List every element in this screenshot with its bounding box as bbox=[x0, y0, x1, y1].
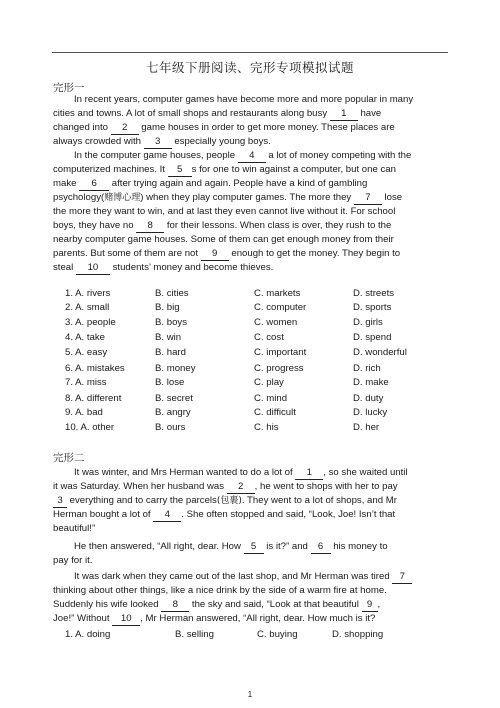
text-segment: it was Saturday. When her husband was bbox=[53, 481, 227, 492]
option-d: D. rich bbox=[353, 363, 381, 374]
text-segment: ” bbox=[71, 613, 75, 624]
text-segment: money and become thieves. bbox=[150, 262, 274, 273]
text-segment: thinking about other things, like a nice drink by the side of a warm fire at home. bbox=[53, 585, 387, 596]
option-a: 6. A. mistakes bbox=[65, 363, 125, 374]
text-segment: “All right, dear. How bbox=[157, 541, 244, 552]
text-segment: , Mr Herman answered, bbox=[140, 613, 244, 624]
text-segment: , bbox=[377, 599, 381, 610]
text-segment: “Look at that beautiful bbox=[266, 599, 362, 610]
option-b: B. secret bbox=[155, 393, 193, 404]
header-rule bbox=[52, 52, 448, 53]
option-b: B. ours bbox=[155, 422, 186, 433]
text-segment: everything and to carry the parcels bbox=[67, 495, 217, 506]
answer-blank: 6 bbox=[311, 541, 331, 554]
answer-blank: 5 bbox=[244, 541, 264, 554]
text-segment: enough to get the money. They begin to bbox=[228, 248, 401, 259]
option-d: D. streets bbox=[353, 288, 395, 299]
option-b: B. angry bbox=[155, 407, 191, 418]
text-segment: the more they want to win, and at last they even cannot live without it. For school bbox=[53, 206, 396, 217]
text-segment: 赌博心理 bbox=[104, 193, 141, 203]
text-segment: his money to bbox=[330, 541, 388, 552]
answer-blank: 10 bbox=[112, 613, 140, 626]
text-segment: students bbox=[109, 262, 149, 273]
option-a: 1. A. doing bbox=[65, 629, 111, 640]
option-a: 4. A. take bbox=[65, 332, 106, 343]
passage-line bbox=[74, 466, 494, 480]
text-segment: (包裹) bbox=[216, 496, 242, 506]
option-d: D. wonderful bbox=[353, 347, 407, 358]
text-segment: pay for it. bbox=[53, 555, 93, 566]
passage-line bbox=[53, 480, 473, 494]
text-segment: Without bbox=[74, 613, 113, 624]
option-d: D. spend bbox=[353, 332, 392, 343]
passage-line bbox=[53, 554, 473, 568]
option-d: D. her bbox=[353, 422, 380, 433]
option-c: C. cost bbox=[254, 332, 284, 343]
answer-blank: 3 bbox=[144, 136, 172, 149]
text-segment: is it? bbox=[263, 541, 286, 552]
text-segment: always crowded with bbox=[53, 136, 144, 147]
passage-line bbox=[53, 219, 473, 233]
option-c: C. buying bbox=[257, 629, 298, 640]
passage-line bbox=[74, 149, 494, 163]
option-a: 7. A. miss bbox=[65, 377, 107, 388]
option-c: C. mind bbox=[254, 393, 288, 404]
option-a: 9. A. bad bbox=[65, 407, 103, 418]
passage-line bbox=[53, 612, 473, 626]
text-segment: ” bbox=[91, 523, 96, 534]
answer-blank: 2 bbox=[111, 122, 139, 135]
page-number: 1 bbox=[247, 690, 253, 699]
option-a: 2. A. small bbox=[65, 302, 110, 313]
text-segment: changed into bbox=[53, 122, 111, 133]
text-segment: especially young boys. bbox=[171, 136, 271, 147]
option-c: C. his bbox=[254, 422, 279, 433]
text-segment: s for one to win against a computer, but one can bbox=[191, 164, 396, 175]
text-segment: the sky and said, bbox=[189, 599, 267, 610]
text-segment: beautiful! bbox=[53, 523, 92, 534]
text-segment: ’ bbox=[148, 262, 151, 273]
text-segment: have bbox=[357, 108, 382, 119]
option-c: C. women bbox=[254, 317, 298, 328]
text-segment: for their lessons. When class is over, they rush to the bbox=[164, 220, 392, 231]
option-b: B. selling bbox=[175, 629, 214, 640]
answer-blank: 9 bbox=[362, 599, 378, 612]
text-segment: psychology( bbox=[53, 192, 105, 203]
option-b: B. hard bbox=[155, 347, 186, 358]
passage-line bbox=[53, 121, 473, 135]
text-segment: lose bbox=[381, 192, 403, 203]
answer-blank: 10 bbox=[76, 262, 110, 275]
option-a: 3. A. people bbox=[65, 317, 116, 328]
page-title: 七年级下册阅读、完形专项模拟试题 bbox=[145, 60, 354, 75]
text-segment: computerized machines. It bbox=[53, 164, 168, 175]
option-d: D. duty bbox=[353, 393, 384, 404]
passage-line bbox=[53, 261, 473, 275]
text-segment: Joe! bbox=[53, 613, 72, 624]
text-segment: ’t that bbox=[371, 509, 396, 520]
section-heading-2: 完形二 bbox=[53, 452, 85, 464]
answer-blank: 8 bbox=[161, 599, 189, 612]
option-b: B. big bbox=[155, 302, 180, 313]
text-segment: In the computer game houses, people bbox=[74, 150, 238, 161]
text-segment: after trying again and again. People have a kind of gambling bbox=[109, 178, 368, 189]
passage-line bbox=[53, 247, 473, 261]
passage-line bbox=[53, 598, 473, 612]
text-segment: and bbox=[289, 541, 311, 552]
answer-blank: 8 bbox=[136, 220, 164, 233]
text-segment: parents. But some of them are not bbox=[53, 248, 201, 259]
answer-blank: 3 bbox=[53, 495, 67, 508]
passage-line bbox=[53, 508, 473, 522]
text-segment: Suddenly his wife looked bbox=[53, 599, 162, 610]
passage-line bbox=[53, 494, 473, 508]
text-segment: cities and towns. A lot of small shops and restaurants along busy bbox=[53, 108, 330, 119]
passage-line bbox=[74, 570, 494, 584]
answer-blank: 4 bbox=[238, 150, 266, 163]
passage-line bbox=[53, 107, 473, 121]
passage-line bbox=[53, 205, 473, 219]
option-c: C. computer bbox=[254, 302, 307, 313]
text-segment: a lot of money competing with the bbox=[265, 150, 412, 161]
text-segment: It was winter, and Mrs Herman wanted to do a lot of bbox=[74, 467, 296, 478]
option-b: B. win bbox=[155, 332, 182, 343]
answer-blank: 9 bbox=[201, 248, 229, 261]
option-d: D. lucky bbox=[353, 407, 388, 418]
passage-line bbox=[53, 163, 473, 177]
text-segment: ” bbox=[286, 541, 290, 552]
text-segment: steal bbox=[53, 262, 76, 273]
text-segment: , so she waited until bbox=[323, 467, 408, 478]
option-c: C. progress bbox=[254, 363, 304, 374]
option-b: B. money bbox=[155, 363, 196, 374]
option-c: C. markets bbox=[254, 288, 301, 299]
option-c: C. important bbox=[254, 347, 307, 358]
passage-line bbox=[53, 233, 473, 247]
answer-blank: 7 bbox=[354, 192, 382, 205]
option-a: 5. A. easy bbox=[65, 347, 108, 358]
option-a: 10. A. other bbox=[65, 422, 115, 433]
option-d: D. make bbox=[353, 377, 389, 388]
passage-line bbox=[53, 135, 473, 149]
answer-blank: 1 bbox=[330, 108, 358, 121]
text-segment: He then answered, bbox=[74, 541, 158, 552]
option-d: D. sports bbox=[353, 302, 392, 313]
answer-blank: 1 bbox=[295, 467, 323, 480]
passage-line bbox=[53, 584, 473, 598]
text-segment: . She often stopped and said, bbox=[181, 509, 309, 520]
option-b: B. lose bbox=[155, 377, 185, 388]
option-b: B. boys bbox=[155, 317, 187, 328]
option-c: C. difficult bbox=[254, 407, 296, 418]
answer-blank: 2 bbox=[227, 481, 255, 494]
answer-blank: 7 bbox=[392, 571, 412, 584]
text-segment: game houses in order to get more money. These places are bbox=[138, 122, 395, 133]
option-a: 8. A. different bbox=[65, 393, 122, 404]
passage-line bbox=[74, 540, 494, 554]
answer-blank: 4 bbox=[153, 509, 181, 522]
text-segment: “All right, dear. How much is it? bbox=[243, 613, 376, 624]
passage-line bbox=[53, 522, 473, 536]
text-segment: , he went to shops with her to pay bbox=[254, 481, 398, 492]
text-segment: “Look, Joe! Isn bbox=[308, 509, 372, 520]
text-segment: make bbox=[53, 178, 80, 189]
text-segment: In recent years, computer games have become more and more popular in many bbox=[74, 94, 414, 105]
option-d: D. shopping bbox=[332, 629, 384, 640]
option-b: B. cities bbox=[155, 288, 189, 299]
text-segment: . They went to a lot of shops, and Mr bbox=[241, 495, 397, 506]
option-a: 1. A. rivers bbox=[65, 288, 111, 299]
answer-blank: 5 bbox=[168, 164, 192, 177]
passage-line bbox=[74, 93, 494, 107]
text-segment: Herman bought a lot of bbox=[53, 509, 154, 520]
text-segment: nearby computer game houses. Some of them can get enough money from their bbox=[53, 234, 394, 245]
passage-line bbox=[53, 177, 473, 191]
text-segment: ) when they play computer games. The more they bbox=[140, 192, 354, 203]
option-c: C. play bbox=[254, 377, 284, 388]
text-segment: It was dark when they came out of the last shop, and Mr Herman was tired bbox=[74, 571, 393, 582]
answer-blank: 6 bbox=[79, 178, 109, 191]
option-d: D. girls bbox=[353, 317, 383, 328]
passage-line bbox=[53, 191, 473, 205]
text-segment: boys, they have no bbox=[53, 220, 137, 231]
section-heading-1: 完形一 bbox=[53, 82, 85, 94]
